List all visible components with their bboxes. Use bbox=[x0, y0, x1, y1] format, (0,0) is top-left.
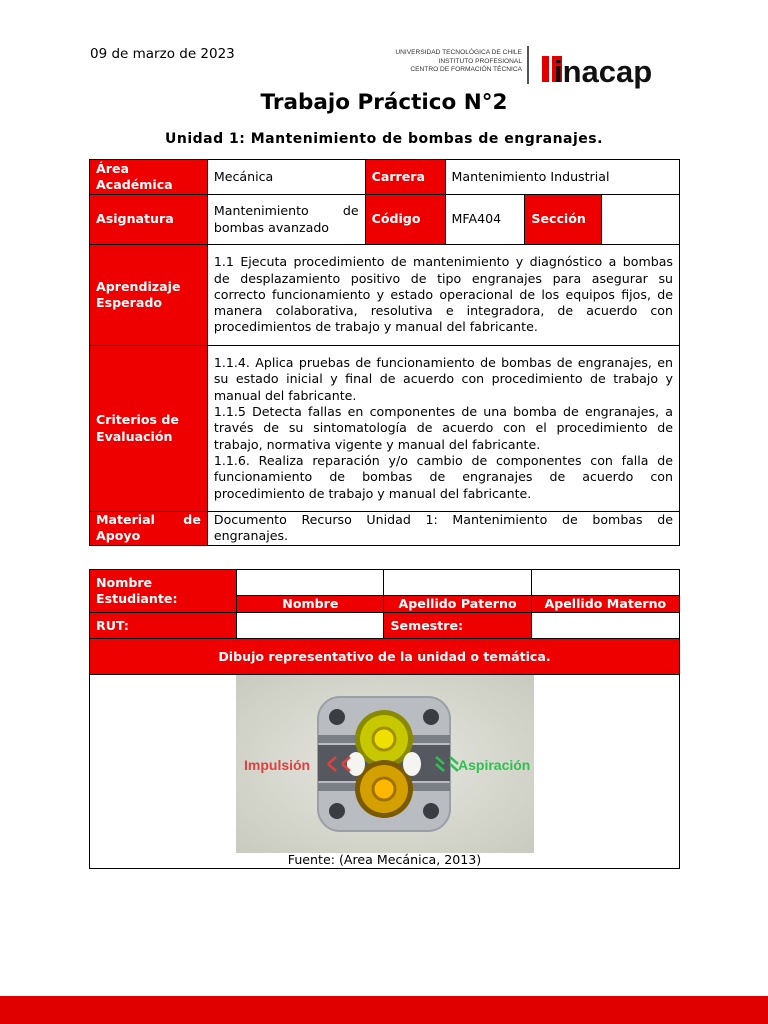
codigo-value: MFA404 bbox=[445, 195, 525, 245]
logo-text: inacap bbox=[554, 54, 653, 89]
semestre-label: Semestre: bbox=[384, 613, 531, 639]
codigo-label: Código bbox=[365, 195, 445, 245]
semestre-input[interactable] bbox=[531, 613, 679, 639]
apellido-materno-input[interactable] bbox=[531, 570, 679, 596]
material-value: Documento Recurso Unidad 1: Mantenimiento de bombas de engranajes. bbox=[207, 512, 679, 546]
student-table bbox=[89, 569, 680, 869]
aprendizaje-label: Aprendizaje Esperado bbox=[90, 245, 208, 346]
rut-input[interactable] bbox=[237, 613, 384, 639]
area-value: Mecánica bbox=[207, 160, 365, 195]
inacap-logo bbox=[540, 50, 680, 90]
carrera-value: Mantenimiento Industrial bbox=[445, 160, 680, 195]
criterios-label: Criterios de Evaluación bbox=[90, 346, 208, 512]
criterios-value bbox=[207, 346, 679, 512]
date: 09 de marzo de 2023 bbox=[90, 46, 235, 62]
institution-line: INSTITUTO PROFESIONAL bbox=[438, 57, 522, 65]
aprendizaje-value: 1.1 Ejecuta procedimiento de mantenimiento y diagnóstico a bombas de desplazamiento positivo de tipo engranajes para asegurar su correcto funcionamiento y estado operacional de los equipos fijos, de manera colaborativa, resolutiva e integradora, de acuerdo con procedimientos de trabajo y manual del fabricante. bbox=[207, 245, 679, 346]
drawing-header: Dibujo representativo de la unidad o temática. bbox=[90, 639, 680, 675]
impulsion-label: Impulsión bbox=[243, 757, 310, 774]
footer-bar bbox=[0, 996, 768, 1024]
seccion-label: Sección bbox=[525, 195, 602, 245]
course-info-table bbox=[89, 159, 680, 546]
asignatura-label: Asignatura bbox=[90, 195, 208, 245]
aspiracion-label: Aspiración bbox=[457, 757, 530, 774]
nombre-input[interactable] bbox=[237, 570, 384, 596]
material-label: Material de Apoyo bbox=[90, 512, 208, 546]
criterio-item: 1.1.4. Aplica pruebas de funcionamiento de bombas de engranajes, en su estado inicial y final de acuerdo con procedimiento de trabajo y manual del fabricante. bbox=[213, 355, 673, 403]
asignatura-value: Mantenimiento de bombas avanzado bbox=[207, 195, 365, 245]
carrera-label: Carrera bbox=[365, 160, 445, 195]
criterio-item: 1.1.5 Detecta fallas en componentes de una bomba de engranajes, a través de su sintomatología de acuerdo con el procedimiento de trabajo, normativa vigente y manual del fabricante. bbox=[213, 404, 673, 452]
institution-lines bbox=[370, 49, 522, 75]
page-title: Trabajo Práctico N°2 bbox=[260, 90, 508, 115]
seccion-value bbox=[602, 195, 680, 245]
criterio-item: 1.1.6. Realiza reparación y/o cambio de componentes con falla de funcionamiento de bombas de engranajes de acuerdo con procedimiento de trabajo y manual del fabricante. bbox=[213, 452, 673, 501]
page-subtitle: Unidad 1: Mantenimiento de bombas de engranajes. bbox=[165, 131, 603, 147]
rut-label: RUT: bbox=[90, 613, 237, 639]
apellido-paterno-input[interactable] bbox=[384, 570, 531, 596]
gear-pump-image bbox=[236, 675, 534, 853]
logo-divider bbox=[527, 46, 529, 84]
nombre-estudiante-label: Nombre Estudiante: bbox=[90, 570, 237, 613]
area-label: Área Académica bbox=[90, 160, 208, 195]
drawing-cell bbox=[90, 675, 680, 869]
institution-line: UNIVERSIDAD TECNOLÓGICA DE CHILE bbox=[395, 49, 522, 56]
col-materno-label: Apellido Materno bbox=[531, 596, 679, 613]
col-paterno-label: Apellido Paterno bbox=[384, 596, 531, 613]
institution-line: CENTRO DE FORMACIÓN TÉCNICA bbox=[410, 66, 522, 74]
image-caption: Fuente: (Area Mecánica, 2013) bbox=[287, 852, 482, 868]
col-nombre-label: Nombre bbox=[237, 596, 384, 613]
